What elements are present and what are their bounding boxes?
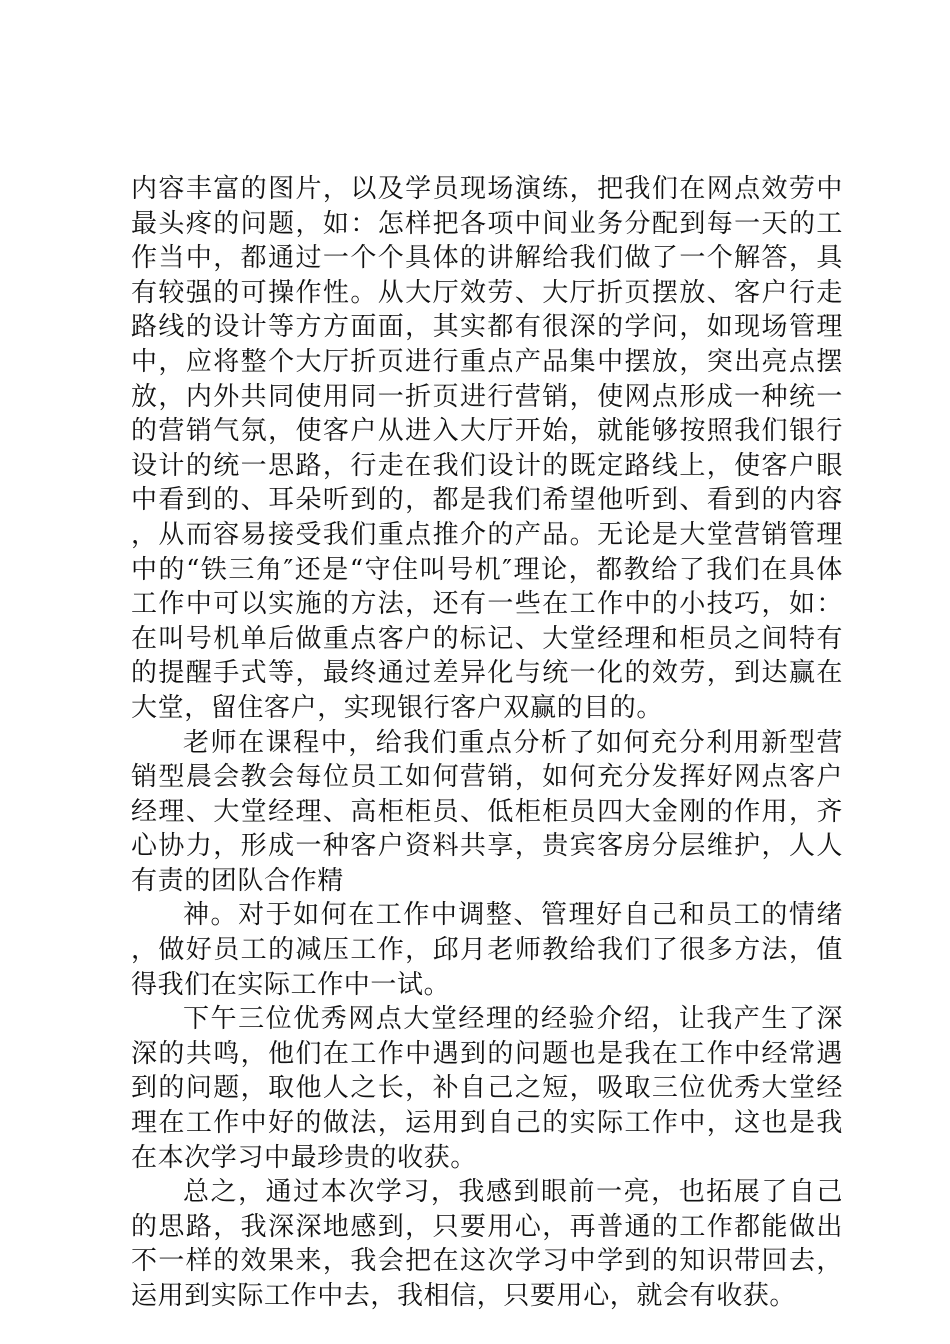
paragraph-4: 下午三位优秀网点大堂经理的经验介绍，让我产生了深深的共鸣，他们在工作中遇到的问题也是我在工作中经常遇到的问题，取他人之长，补自己之短，吸取三位优秀大堂经理在工作中好的做法，运用到自己的实际工作中，这也是我在本次学习中最珍贵的收获。	[131, 1004, 843, 1173]
document-body	[131, 172, 843, 1314]
paragraph-3: 神。对于如何在工作中调整、管理好自己和员工的情绪，做好员工的减压工作，邱月老师教给我们了很多方法，值得我们在实际工作中一试。	[131, 900, 843, 1000]
paragraph-1: 内容丰富的图片，以及学员现场演练，把我们在网点效劳中最头疼的问题，如：怎样把各项中间业务分配到每一天的工作当中，都通过一个个具体的讲解给我们做了一个解答，具有较强的可操作性。从大厅效劳、大厅折页摆放、客户行走路线的设计等方方面面，其实都有很深的学问，如现场管理中，应将整个大厅折页进行重点产品集中摆放，突出亮点摆放，内外共同使用同一折页进行营销，使网点形成一种统一的营销气氛，使客户从进入大厅开始，就能够按照我们银行设计的统一思路，行走在我们设计的既定路线上，使客户眼中看到的、耳朵听到的，都是我们希望他听到、看到的内容，从而容易接受我们重点推介的产品。无论是大堂营销管理中的“铁三角″还是“守住叫号机″理论，都教给了我们在具体工作中可以实施的方法，还有一些在工作中的小技巧，如：在叫号机单后做重点客户的标记、大堂经理和柜员之间特有的提醒手式等，最终通过差异化与统一化的效劳，到达赢在大堂，留住客户，实现银行客户双赢的目的。	[131, 174, 843, 723]
paragraph-2: 老师在课程中，给我们重点分析了如何充分利用新型营销型晨会教会每位员工如何营销，如何充分发挥好网点客户经理、大堂经理、高柜柜员、低柜柜员四大金刚的作用，齐心协力，形成一种客户资料共享，贵宾客房分层维护，人人有责的团队合作精	[131, 727, 843, 896]
paragraph-5: 总之，通过本次学习，我感到眼前一亮，也拓展了自己的思路，我深深地感到，只要用心，再普通的工作都能做出不一样的效果来，我会把在这次学习中学到的知识带回去，运用到实际工作中去，我相信，只要用心，就会有收获。	[131, 1177, 843, 1311]
